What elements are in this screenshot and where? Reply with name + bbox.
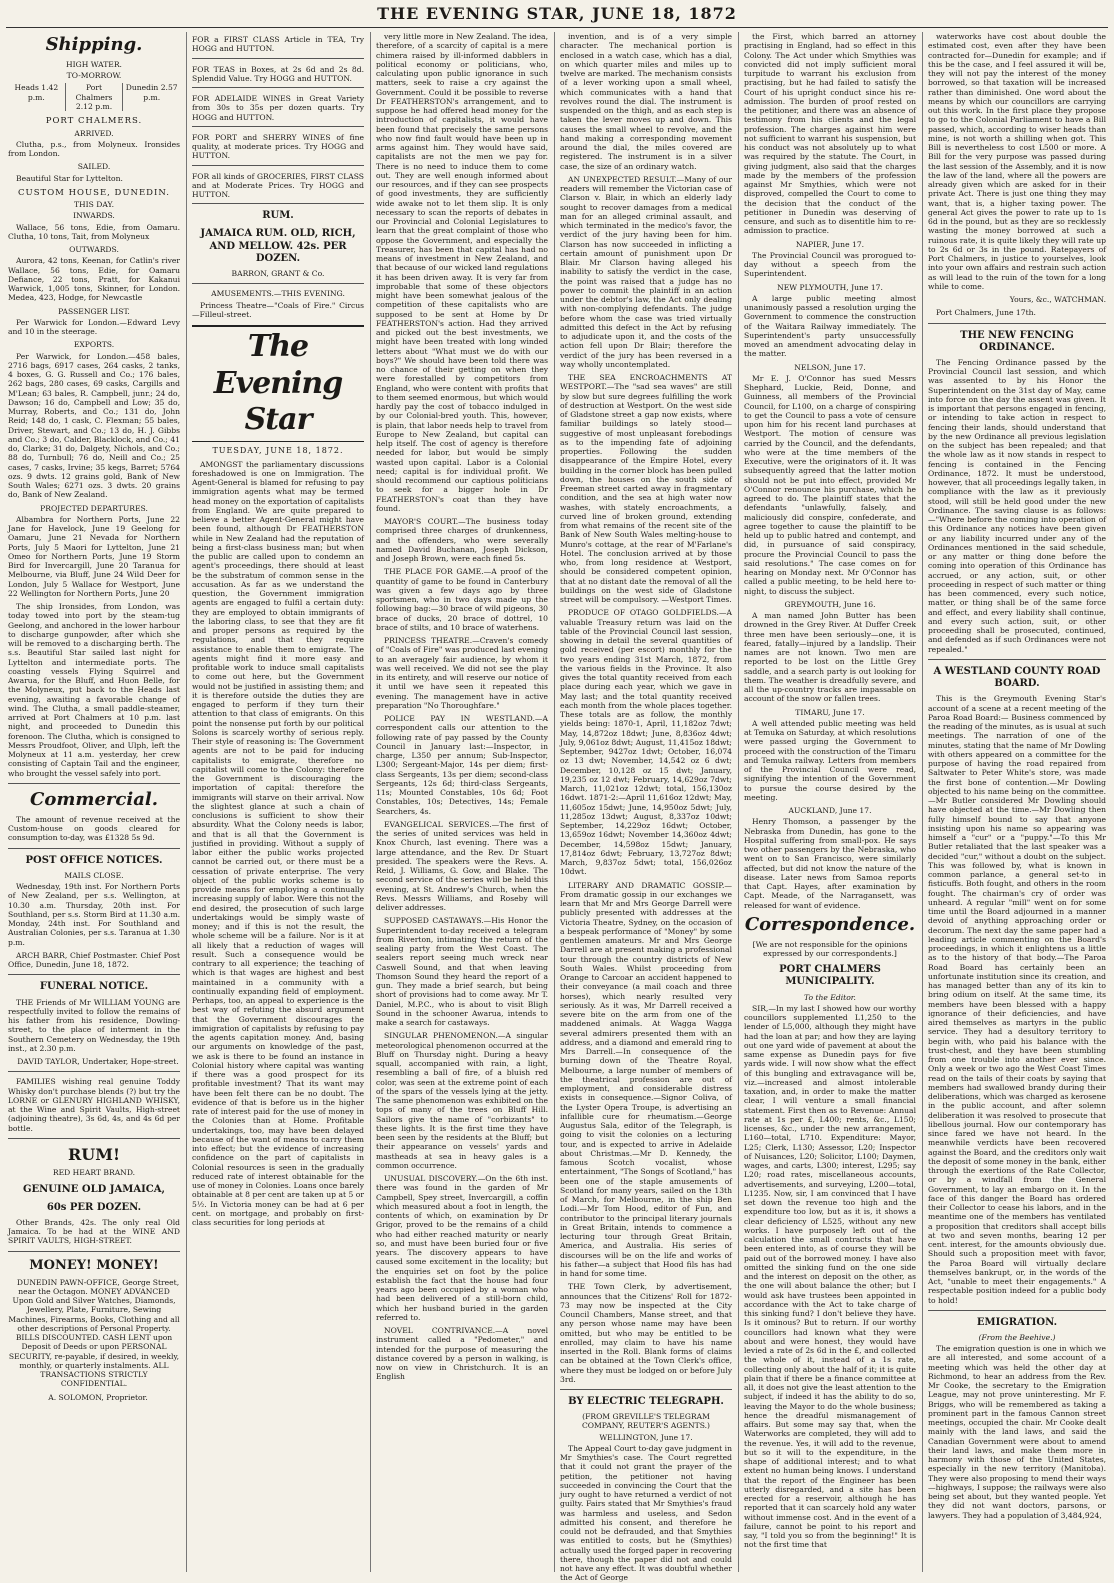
rum-text: Other Brands, 42s. The only real Old Jamaica. To be had at the WINE AND SPIRIT VAULTS, HIGH-STREET.	[8, 1217, 180, 1246]
column-rule	[186, 32, 187, 1572]
rum-brand: RED HEART BRAND.	[52, 1168, 136, 1178]
westland-road-board-text: This is the Greymouth Evening Star's account of a scene at a recent meeting of the Paroa Road Board:— Business commenced by the reading of the minutes, as is usual at such meetings. The narration of one of the minutes, stating that the name of Mr Dowling with others appeared on a committee for the purpose of having the road repaired from Saltwater to Peter White's store, was made the first bone of contention.—Mr Dowling objected to his name being on the committee.—Mr Butler considered Mr Dowling should have objected at the time.—Mr Dowling then fully himself bound to say that anyone insisting upon his name so appearing was himself a "cur" or a "puppy."—To this Mr Butler retaliated that the last speaker was a decided "cur," without a doubt on the subject. This was followed by, what is known in common parlance, a general set-to in fisticuffs. Both fought, and others in the room fought. The chairman's cry of order was unheard. A regular "mill" went on for some time until the Board adjourned in a manner devoid of anything approaching order or decorum. The next day the same paper had a leading article commenting on the Board's proceedings, in which it enlightens us a little as to the history of that body.—The Paroa Road Board has certainly been an unfortunate institution since its creation, and has managed better than any of its kin to bring odium on itself. At the same time, its members have been blessed with a happy ignorance of their deficiencies, and have aired themselves as martyrs in the public service. They had a desultory territory to begin with, who paid his balance with the trust-chest, and they have been stumbling from one trouble into another ever since. Only a week or two ago the West Coast Times read on the tails of their coats by saying that members had swallowed brandy during their deliberations, which was charged as kerosene in the public account, and after solemn deliberation it was resolved to prosecute that libellous journal. How our contemporary has since fared we have not heard. In the meanwhile verdicts have been recovered against the Board, and the creditors only wait the deposit of some money in the bank, either through the exertions of the Rate Collector, or by a windfall from the General Government, to lay an embargo on it. In the face of this danger the Board has ordered their Collector to cease his labors, and in the meantime one of the members has ventilated a proposition that creditors shall accept bills at two and seven months, bearing 12 per cent. interest, for the amounts obviously due. Should such a proposition meet with favor, the Paroa Board will virtually declare themselves bankrupt, or, in the words of the Act, "unable to meet their engagements." A respectable position indeed for a public body to hold!	[928, 694, 1106, 1305]
tide-dunedin: Dunedin 2.57 p.m.	[125, 83, 178, 102]
port-chalmers-heading: PORT CHALMERS.	[45, 116, 143, 127]
inwards-text: Wallace, 56 tons, Edie, from Oamaru. Clutha, 10 tons, Tait, from Molyneux	[8, 222, 180, 241]
divider	[8, 783, 180, 784]
post-office-text: Wednesday, 19th inst. For Northern Ports of New Zealand, per s.s. Wellington, at 10.30 a.m. Thursday, 20th inst. For Southland, per s.s. Storm Bird at 11.30 a.m. Monday, 24th inst. For Southland and Australian Colonies, per s.s. Taranua at 1.30 p.m.	[8, 882, 180, 947]
emigration-text: The emigration question is one in which we are all interested, and some account of a meeting which was held the other day at Richmond, to hear an address from the Rev. Mr Cooke, the secretary to the Emigration League, may not prove uninteresting. Mr F. Briggs, who will be remembered as taking a prominent part in the famous Cannon street meetings, occupied the chair. Mr Cooke dealt mainly with the land laws, and said the Canadian Government were about to amend their land laws, and make them more in harmony with those of the United States, especially in the new territory (Manitoba). They were also proposing to mend their ways —highways, I suppose; the railways were also being set about, but they wanted people. Yet they did not want doctors, parsons, or lawyers. They had a population of 3,484,924,	[928, 1344, 1106, 1520]
commercial-text: The amount of revenue received at the Custom-house on goods cleared for consumption to-day, was £1328 5s 9d.	[8, 814, 180, 843]
divider	[560, 1389, 732, 1390]
mails-close-label: MAILS CLOSE.	[64, 870, 124, 880]
princess-theatre-item: PRINCESS THEATRE.—Craven's comedy of "Coals of Fire" was produced last evening to an averagely fair audience, by whom it was well received. We did not see the play in its entirety, and will reserve our notice of it until we have seen it repeated this evening. The management have in active preparation "No Thoroughfare."	[376, 636, 548, 710]
column-2	[192, 32, 364, 1572]
column-rule	[370, 32, 371, 1572]
shipping-heading: Shipping.	[45, 34, 143, 55]
sailed-label: SAILED.	[77, 162, 111, 172]
novel-contrivance-item: NOVEL CONTRIVANCE.—A novel instrument called a "Pedometer," and intended for the purpose of measuring the distance covered by a person in walking, is now on view in Christchurch. It is an English	[376, 1326, 548, 1382]
correspondence-disclaimer: [We are not responsible for the opinions expressed by our correspondents.]	[752, 939, 908, 958]
jamaica-rum-signature: BARRON, GRANT & Co.	[231, 269, 325, 278]
divider	[192, 283, 364, 284]
masthead: THE EVENING STAR, JUNE 18, 1872	[377, 4, 737, 23]
divider	[928, 1310, 1106, 1311]
funeral-notice-heading: FUNERAL NOTICE.	[39, 981, 149, 993]
supposed-castaways-item: SUPPOSED CASTAWAYS.—His Honor the Superintendent to-day received a telegram from Riverton, intimating the return of the sealing party from the West Coast. The sealers report seeing much wreck near Caswell Sound, and that when leaving Thomson Sound they heard the report of a gun. They made a brief search, but being short of provisions had to come away. Mr T. Daniel, M.P.C., who is about to visit Bligh Sound in the schooner Awarua, intends to make a search for castaways.	[376, 916, 548, 1027]
literary-gossip-item: LITERARY AND DRAMATIC GOSSIP.—From dramatic gossip in our exchanges we learn that Mr and Mrs George Darrell were publicly presented with addresses at the Victoria Theatre, Sydney, on the occasion of a bespeak performance of "Money" by some gentlemen amateurs. Mr and Mrs George Darrell are at present making a professional tour through the country districts of New South Wales. Whilst proceeding from Orange to Carcoar an accident happened to their conveyance (a mail coach and three horses), which nearly resulted very seriously. As it was, Mr Darrell received a severe bite on the arm from one of the maddened animals. At Wagga Wagga several admirers presented them with an address, and a diamond and emerald ring to Mrs Darrell.—In consequence of the burning down of the Theatre Royal, Melbourne, a large number of members of the theatrical profession are out of employment, and considerable distress exists in consequence.—Signor Coliva, of the Lyster Opera Troupe, is advertising an infallible cure for rheumatism.—George Augustus Sala, editor of the Telegraph, is going to visit the colonies on a lecturing tour, and is expected to arrive in Adelaide about Christmas.—Mr D. Kennedy, the famous Scotch vocalist, whose entertainment, "The Songs of Scotland," has been one of the staple amusements of Scotland for many years, sailed on the 13th of March, for Melbourne, in the ship Ben Lodi.—Mr Tom Hood, editor of Fun, and contributor to the principal literary journals in Great Britain, intends to commence a lecturing tour through Great Britain, America, and Australia. His series of discourses will be on the life and works of his father—a subject that Hood fils has had in hand for some time.	[560, 880, 732, 1278]
column-rule	[922, 32, 923, 1572]
smythies-continued: the First, which barred an attorney practising in England, had so effect in this Colony. The Act under which Smythies was convicted did not imply sufficient moral turpitude to warrant his exclusion from practising, but he had failed to satisfy the Court of his upright conduct since his re-admission. The burden of proof rested on the petitioner, and there was an absence of testimony from his clients and the legal profession. The charges against him were not sufficient to warrant his suspension, but his conduct was not absolutely up to what was required by the statute. The Court, in giving judgment, also said that the charges made by the members of the profession against Mr Smythies, which were not disproved, compelled the Court to come to the decision that the conduct of the petitioner in Dunedin was deserving of censure, and such as to disentitle him to re-admission to practice.	[744, 32, 916, 236]
wellington-text: The Appeal Court to-day gave judgment in Mr Smythies's case. The Court regretted that it could not grant the prayer of the petition, the petitioner not having succeeded in convincing the Court that the jury ought to have returned a verdict of not guilty. Fairs stated that Mr Smythies's fraud was harmless and useless, and Sedon admitted his consent, and therefore he could not be defrauded, and that Smythies was entitled to costs, but he (Smythies) actually used the forged paper in recovering there, though the paper did not and could not have any effect. It was doubtful whether the Act of George	[560, 1443, 732, 1583]
rum-price: 60s PER DOZEN.	[46, 1201, 142, 1213]
rum-heading: RUM!	[68, 1144, 120, 1164]
outwards-label: OUTWARDS.	[69, 245, 119, 255]
issue-dateline: TUESDAY, JUNE 18, 1872.	[212, 445, 344, 455]
money-signature: A. SOLOMON, Proprietor.	[48, 1392, 148, 1402]
nelson-text: Mr E. J. O'Connor has sued Messrs Shephard, Luckie, Reid, Donne, and Guinness, all members of the Provincial Council, for L100, on a charge of conspiring to get the Council to pass a vote of censure upon him for his recent land purchases at Westport. The motion of censure was carried by the Council, and the defendants, who were at the time members of the Executive, were the originators of it. It was subsequently agreed that the latter motion should not be put into effect, provided Mr O'Connor renounce his purchase, which he agreed to do. The plaintiff states that the defendants "unlawfully, falsely, and maliciously did conspire, confederate, and agree together to cause the plaintiff to be held up to public hatred and contempt, and did, in pursuance of said conspiracy, procure the Provincial Council to pass the said resolutions." The case comes on for hearing on Monday next. Mr O'Connor has called a public meeting, to be held here to-night, to discuss the subject.	[744, 373, 916, 596]
telegraph-subheading: (FROM GREVILLE'S TELEGRAM COMPANY, REUTER'S AGENTS.)	[581, 1412, 710, 1431]
custom-house-heading: CUSTOM HOUSE, DUNEDIN.	[18, 187, 170, 198]
divider	[8, 1071, 180, 1072]
wellington-dateline: WELLINGTON, June 17.	[599, 1432, 693, 1442]
this-day-label: THIS DAY.	[73, 200, 114, 210]
divider	[8, 848, 180, 849]
tide-table	[8, 83, 180, 111]
post-office-signature: ARCH BARR, Chief Postmaster. Chief Post Office, Dunedin, June 18, 1872.	[8, 950, 180, 970]
napier-dateline: NAPIER, June 17.	[795, 239, 865, 249]
inwards-label: INWARDS.	[73, 211, 115, 221]
unusual-discovery-item: UNUSUAL DISCOVERY.—On the 6th inst. there was found in the garden of Mr Campbell, Spey street, Invercargill, a coffin which measured about a foot in length, the contents of which, on examination by Dr Grigor, proved to be the remains of a child who had either reached maturity or nearly so, and must have been buried four or five years. The discovery appears to have caused some excitement in the locality; but the enquiries set on foot by the police establish the fact that the house had four years ago been occupied by a woman who had been delivered of a still-born child, which her husband buried in the garden referred to.	[376, 1174, 548, 1322]
divider	[928, 659, 1106, 660]
money-text: DUNEDIN PAWN-OFFICE, George Street, near the Octagon. MONEY ADVANCED Upon Gold and Silver Watches, Diamonds, Jewellery, Plate, Furniture, Sewing Machines, Firearms, Books, Clothing and all other descriptions of Personal Property. BILLS DISCOUNTED. CASH LENT upon Deposit of Deeds or upon PERSONAL SECURITY, re-payable, if desired, in weekly, monthly, or quarterly instalments. ALL TRANSACTIONS STRICTLY CONFIDENTIAL.	[8, 1277, 180, 1389]
watchman-date: Port Chalmers, June 17th.	[936, 308, 1036, 318]
police-pay-item: POLICE PAY IN WESTLAND.—A correspondent calls our attention to the following rate of pay passed by the County Council in January last:—Inspector, in charge, L350 per annum; Sub-Inspector, L300; Sergeant-Major, 14s per diem; first-class Sergeants, 13s per diem; second-class Sergeants, 12s 6d; third-class Sergeants, 11s; Mounted Constables, 10s 6d; Foot Constables, 10s; Detectives, 14s; Female Searchers, 4s.	[376, 714, 548, 816]
letter-continued: waterworks have cost about double the estimated cost, even after they have been contracted for—Dunedin for example; and if this be the case, and I feel assured it will be, they will not pay the interest of the money borrowed, so that taxation will be increased rather than diminished. One word about the means by which our councillors are carrying out this work. In the first place they propose to go to the Colonial Parliament to have a Bill passed, which, according to wiser heads than mine, is not worth a shilling when got. This Bill is nevertheless to cost L500 or more. A Bill for the very purpose was passed during the last session of the Assembly, and it is now the law of the land, where all the powers are already given which are asked for in their private Act. There is just one thing they may want, that is, a higher taxing power. The general Act gives the power to rate up to 1s 6d in the pound, but as they are so recklessly wasting the money borrowed at such a ruinous rate, it is quite likely they will rate up to 2s 6d or 3s in the pound. Ratepayers of Port Chalmers, in justice to yourselves, look into your own affairs and restrain such action as will lead to the ruin of the town for a long while to come.	[928, 32, 1106, 291]
nelson-dateline: NELSON, June 17.	[794, 362, 866, 372]
arrived-label: ARRIVED.	[74, 128, 114, 138]
funeral-notice-text: THE Friends of Mr WILLIAM YOUNG are respectfully invited to follow the remains of his father from his residence, Dowling-street, to the place of interment in the Southern Cemetery on Wednesday, the 19th inst., at 2.30 p.m.	[8, 997, 180, 1053]
port-chalmers-municipality-heading: PORT CHALMERS MUNICIPALITY.	[779, 964, 881, 988]
auckland-dateline: AUCKLAND, June 17.	[788, 806, 872, 815]
greymouth-dateline: GREYMOUTH, June 16.	[784, 599, 876, 609]
sailed-text: Beautiful Star for Lyttelton.	[16, 173, 123, 183]
westland-road-board-heading: A WESTLAND COUNTY ROAD BOARD.	[933, 665, 1101, 690]
fencing-ordinance-heading: THE NEW FENCING ORDINANCE.	[960, 329, 1074, 353]
projected-departures-text: Albambra for Northern Ports, June 22 Jane for Havelock, June 19 Geelong for Oamaru, June 21 Nevada for Northern Ports, July 5 Maori for Lyttelton, June 21 Omeo for Northern Ports, June 19 Storm Bird for Invercargill, June 20 Taranua for Melbourne, via Bluff, June 24 Wild Deer for London, July 5 Wallace for Westport, June 22 Wellington for Northern Ports, June 20	[8, 514, 180, 598]
advert-groceries: FOR all kinds of GROCERIES, FIRST CLASS and at Moderate Prices. Try HOGG and HUTTON.	[192, 169, 364, 205]
emigration-source: (From the Beehive.)	[978, 1332, 1056, 1342]
pedometer-continued: invention, and is of a very simple character. The mechanical portion is enclosed in a watch case, which has a dial, on which quarter miles and miles up to twelve are marked. The mechanism consists of a lever working upon a small wheel, which communicates with a hand that revolves round the dial. The instrument is suspended on the thigh, and as each step is taken the lever moves up and down. This causes the small wheel to revolve, and the hand making a corresponding movement around the dial, the miles covered are registered. The instrument is in a silver case, the size of an ordinary watch.	[560, 32, 732, 171]
fencing-ordinance-text: The Fencing Ordinance passed by the Provincial Council last session, and which was assented to by his Honor the Superintendent on the 31st day of May, came into force on the day the assent was given. It is important that persons engaged in fencing, or intending to take action in respect to fencing their lands, should understand that by the new Ordinance all previous legislation on the subject has been repealed; and that the whole law as it now stands in respect to fencing is contained in the Fencing Ordinance, 1872. It must be understood, however, that all proceedings legally taken, in compliance with the law as it previously stood, will still be held good under the new Ordinance. The saving clause is as follows: —"Where before the coming into operation of this Ordinance any notices have been given or any liability incurred under any of the Ordinances mentioned in the said schedule, or any matter or thing done before the coming into operation of this Ordinance has accrued, or any action, suit, or other proceeding in respect of such matter or thing has been commenced, every such notice, matter, or thing shall be of the same force and effect, and every liability shall continue, and every such action, suit, or other proceeding shall be prosecuted, continued, and defended as if such Ordinances were not repealed."	[928, 357, 1106, 654]
passenger-list-text: Per Warwick for London.—Edward Levy and 10 in the steerage.	[8, 317, 180, 337]
unexpected-result-item: AN UNEXPECTED RESULT.—Many of our readers will remember the Victorian case of Clarson v. Blair, in which an elderly lady sought to recover damages from a medical man for an alleged criminal assault, and which terminated in the medico's favor, the verdict of the jury having been for him. Clarson has now succeeded in inflicting a certain amount of punishment upon Dr Blair. Mr Clarson having alleged his inability to satisfy the verdict in the case, the point was raised that a judge has no power to commit the plaintiff in an action under the debtor's law, the Act only dealing with non-complying defendants. The judge before whom the case was tried virtually admitted this defect in the Act by refusing to adjudicate upon it, and the costs of the action fell upon Dr Blair; therefore the verdict of the jury has been reversed in a way wholly uncontemplated.	[560, 174, 732, 369]
divider	[8, 1251, 180, 1252]
advert-adelaide-wines: FOR ADELAIDE WINES in Great Variety from 30s to 35s per dozen quarts. Try HOGG and HUTTON.	[192, 91, 364, 127]
rum-genuine: GENUINE OLD JAMAICA,	[22, 1183, 166, 1195]
column-5	[744, 32, 916, 1572]
advert-teas-boxes: FOR TEAS in Boxes, at 2s 6d and 2s 8d. Splendid Value. Try HOGG and HUTTON.	[192, 62, 364, 89]
column-6	[928, 32, 1106, 1572]
commercial-heading: Commercial.	[30, 788, 158, 810]
divider	[8, 1138, 180, 1139]
emigration-heading: EMIGRATION.	[976, 1316, 1058, 1328]
shipping-news-text: The ship Ironsides, from London, was today towed into port by the steam-tug Geelong, and anchored in the lower harbour to discharge gunpowder, after which she will be removed to a discharging berth. The s.s. Beautiful Star sailed last night for Lyttelton and intermediate ports. The coasting vessels Flying Squirrel and Awarua, for the Bluff, and Huon Belle, for the Molyneux, put back to the Heads last evening, awaiting a favorable change of wind. The Clutha, a small paddle-steamer, arrived at Port Chalmers at 10 p.m. last night, and proceeded to Dunedin this forenoon. The Clutha, which is consigned to Messrs Proudfoot, Oliver, and Ulph, left the Molyneux at 11 a.m. yesterday, her crew consisting of Captain Tail and the engineer, who brought the vessel safely into port.	[8, 602, 180, 778]
top-rule	[6, 27, 1108, 28]
newspaper-nameplate: The Evening Star	[192, 325, 364, 442]
place-for-game-item: THE PLACE FOR GAME.—A proof of the quantity of game to be found in Canterbury was given a few days ago by three sportsmen, who in two days made up the following bag:—30 brace of wild pigeons, 30 brace of ducks, 20 brace of dottrel, 10 brace of stilts, and 10 brace of waterhens.	[376, 567, 548, 632]
jamaica-rum-text: JAMAICA RUM. OLD, RICH, AND MELLOW. 42s. PER DOZEN.	[200, 228, 356, 264]
town-clerk-item: THE Town Clerk, by advertisement, announces that the Citizens' Roll for 1872-73 may now be inspected at the City Council Chambers, Manse street, and that any person whose name may have been omitted, but who may be entitled to be enrolled, may claim to have his name inserted in the Roll. Blank forms of claims can be obtained at the Town Clerk's office, where they must be lodged on or before July 3rd.	[560, 1282, 732, 1384]
timaru-dateline: TIMARU, June 17.	[795, 707, 865, 717]
evangelical-services-item: EVANGELICAL SERVICES.—The first of the series of united services was held in Knox Church, last evening. There was a large attendance, and the Rev. Dr Stuart presided. The speakers were the Revs. A. Reid, J. Williams, G. Gow, and Blake. The second service of the series will be held this evening, at St. Andrew's Church, when the Revs. Messrs Williams, and Roseby will deliver addresses.	[376, 819, 548, 912]
port-chalmers-letter: SIR,—In my last I showed how our worthy councillors supplemented L1,250 to the lender of L5,000, although they might have had the loan at par; and how they are laying out one yard wide of pavement at about the same expense as Dunedin pays for five yards wide. I will now show what the effect of this bungling and extravagance will be, viz.—increased and almost intolerable taxation, and, in order to make the matter clear, I will venture a small financial statement. First then as to Revenue: Annual rate at 1s per £, L400; rents, &c., L150; licenses, &c., under the new arrangement, L160—total, L710. Expenditure: Mayor, L25; Clerk, L130; Assessor, L20; Inspector of Nuisances, L20; Solicitor, L100; Daymen, wages, and carts, L300; interest, L295; say L20; road rates, miscellaneous accounts, advertisements, and surveying, L200—total, L1235. Now, sir, I am convinced that I have set down the revenue too high and the expenditure too low, but as it is, it shows a clear deficiency of L525, without any new works. I have purposely left out of the calculation the small contracts that have been entered into, as of course they will be paid out of the borrowed money. I have also omitted the sinking fund on the one side and the interest on deposit on the other, as the one will about balance the other; but I would ask have trustees been appointed in accordance with the Act to take charge of this sinking fund? I don't believe they have. Is it ominous? But to return. If our worthy councillors had known what they were about and were honest, they would have levied a rate of 2s 6d in the £, and collected the whole of it, instead of a 1s rate, collecting only about the half of it; it is quite plain that if there be a finance committee at all, it does not give the least attention to the subject, if indeed it has the ability to do so, leaving the Mayor to do the whole business; hence the dreadful mismanagement of affairs. But some may say that, when the Waterworks are completed, they will add to the revenue. Yes, it will add to the revenue, but so it will to the expenditure, in the shape of additional interest; and to what extent no human being knows. I understand that the report of the Engineer has been utterly disregarded, and a site has been erected for a reservoir, although he has reported that it can scarcely hold any water without immense cost. And in the event of a failure, cannot be point to his report and say, "I told you so from the beginning!" It is not the first time that	[744, 1003, 916, 1550]
telegraph-heading: BY ELECTRIC TELEGRAPH.	[568, 1396, 724, 1407]
projected-departures-label: PROJECTED DEPARTURES.	[40, 503, 148, 513]
leader-continued: very little more in New Zealand. The idea, therefore, of a scarcity of capital is a mere chimera raised by ill-informed dabblers in political economy or politicians, who, calculating upon public ignorance in such matters, seek to raise a cry against the Government. Could it be possible to reverse Dr FEATHERSTON's arrangement, and to suppose he had offered head money for the introduction of capitalists, it would have been found that precisely the same persons who now find fault would have been up in arms against him. They would have said, capitalists are not the men we pay for. There is no need to induce them to come out. They are well enough informed about our resources, and if they can see prospects of good investments, they are sufficiently wide awake not to let them slip. It is only necessary to scan the reports of debates in our Provincial and Colonial Legislatures to learn that the great complaint of those who oppose the Government, and especially the Treasurer, has been that capital has had no means of investment in New Zealand, and that because of our wicked land regulations it has been driven away. It is very far from improbable that some of these objectors might have been somewhat jealous of the competition of these capitalists who are supposed to be sent at Home by Dr FEATHERSTON's action. Had they arrived and picked out the best investments, we might have been treated with long winded letters about "What must we do with our boys?" We should have been told there was no chance of their getting on when they were forestalled by competitors from England, who were content with profits that to them seemed enormous, but which would hardly pay the cost of tobacco indulged in by our Colonial-bred youth. This, however, is plain, that labor needs help to travel from Europe to New Zealand, but capital can help itself. The cost of agency is therefore needed for labor, but would be simply wasted upon capital. Labor is a Colonial need; capital is for individual profit. We should recommend our captious politicians to seek for a bigger hole in Dr FEATHERSTON's coat than they have found.	[376, 32, 548, 513]
whisky-advert: FAMILIES wishing real genuine Toddy Whisky don't purchase blends (?) but try the LORNE or GLENURY HIGHLAND WHISKY, at the Wine and Spirit Vaults, High-street (adjoining theatre), 3s 6d, 4s, and 4s 6d per bottle.	[8, 1077, 180, 1133]
rum-advert-heading: RUM.	[262, 210, 294, 222]
arrived-text: Clutha, p.s., from Molyneux. Ironsides from London.	[8, 139, 180, 159]
greymouth-text: A man named John Butter has been drowned in the Grey River. At Duffer Creek three men have been seriously—one, it is feared, fatally—injured by a landslip. Their names are not known. Two men are reported to be lost on the Little Grey saddle, and a search party is out looking for them. The weather is dreadfully severe, and all the up-country tracks are impassable on account of the snow or fallen trees.	[744, 611, 916, 704]
new-plymouth-text: A large public meeting almost unanimously passed a resolution urging the Government to commence the construction of the Waitara Railway immediately. The Superintendent's party unsuccessfully moved an amendment advocating delay in the matter.	[744, 293, 916, 359]
amusements-heading: AMUSEMENTS.—THIS EVENING.	[211, 289, 345, 299]
column-1	[8, 32, 180, 1572]
funeral-notice-signature: DAVID TAYLOR, Undertaker, Hope-street.	[17, 1057, 179, 1066]
sea-encroachments-item: THE SEA ENCROACHMENTS AT WESTPORT.—The "sad sea waves" are still by slow but sure degrees fulfilling the work of destruction at Westport. On the west side of Gladstone street a gap now exists, where familiar buildings so lately stood—suggestive of most unpleasant forebodings as to the impending fate of adjoining properties. Following the sudden disappearance of the Empire Hotel, every building in the corner block has been pulled down, the houses on the south side of Freeman street carted away in fragmentary condition, and the sea at high water now washes, with stately encroachments, a curved line of broken ground, extending from what remains of the recent site of the Bank of New South Wales melting-house to Munro's cottage, at the rear of M'Farlane's Hotel. The conclusion arrived at by those who, from long residence at Westport, should be considered competent opinion, that at no distant date the removal of all the buildings on the west side of Gladstone street will be compulsory. —Westport Times.	[560, 373, 732, 604]
post-office-heading: POST OFFICE NOTICES.	[25, 854, 163, 866]
amusements-text: Princess Theatre—"Coals of Fire." Circus—Filleul-street.	[192, 300, 364, 319]
new-plymouth-dateline: NEW PLYMOUTH, June 17.	[777, 282, 883, 292]
singular-phenomenon-item: SINGULAR PHENOMENON.—A singular meteorological phenomenon occurred at the Bluff on Thursday night. During a heavy squall, accompanied with rain, a light, resembling a ball of fire, of a bluish red color, was seen at the extreme point of each of the spars of the vessels lying at the jetty. The same phenomenon was exhibited on the tops of many of the trees on Bluff Hill. Sailors give the name of "corbizants" to these lights. It is the first time they have been seen by the residents at the Bluff; but their appearance on vessels' yards and mastheads at sea in heavy gales is a common occurrence.	[376, 1031, 548, 1170]
to-the-editor: To the Editor.	[804, 992, 856, 1002]
tomorrow-label: TO-MORROW.	[66, 71, 122, 81]
auckland-text: Henry Thomson, a passenger by the Nebraska from Dunedin, has gone to the Hospital suffering from small-pox. He says two other passengers by the Nebraska, who went on to San Francisco, were similarly affected, but did not know the nature of the disease. Later news from Samoa reports that Capt. Hayes, after examination by Capt. Meade, of the Narragansett, was released for want of evidence.	[744, 817, 916, 910]
tide-port-chalmers: Port Chalmers 2.12 p.m.	[66, 83, 124, 111]
watchman-signature: Yours, &c., WATCHMAN.	[1009, 295, 1106, 304]
correspondence-heading: Correspondence.	[744, 913, 916, 935]
timaru-text: A well attended public meeting was held at Temuka on Saturday, at which resolutions were passed urging the Government to proceed with the construction of the Timaru and Temuka railway. Letters from members of the Provincial Council were read, signifying the intention of the Government to pursue the course desired by the meeting.	[744, 718, 916, 802]
mayors-court-item: MAYOR'S COURT.—The business today comprised three charges of drunkenness, and the offenders, who were severally named David Buchanan, Joseph Dickson, and Joseph Brown, were each fined 5s.	[376, 517, 548, 563]
column-4	[560, 32, 732, 1583]
money-heading: MONEY! MONEY!	[29, 1257, 159, 1273]
column-3	[376, 32, 548, 1572]
column-rule	[554, 32, 555, 1572]
column-rule	[738, 32, 739, 1572]
exports-text: Per Warwick, for London.—458 bales, 2716 bags, 6917 cases, 264 casks, 2 tanks, 4 boxes, G. G. Russell and Co.; 176 bales, 262 bags, 280 cases, 69 casks, Cargills and M'Lean; 63 bales, R. Campbell, junr.; 24 do, Dawson; 16 do, Campbell and Low; 35 do, Murray, Roberts, and Co.; 131 do, John Reid; 148 do, 1 cask, C. Flexman; 55 bales, Driver, Stewart, and Co.; 13 do, H. J. Gibbs and Co.; 3 do, Calder, Blacklock, and Co.; 41 do, Clarke; 31 do, Dalgety, Nichols, and Co.; 88 do, Turnbull; 76 do, Neill and Co.; 25 cases, 7 casks, Irvine; 35 kegs, Barret; 5764 ozs. 9 dwts. 12 grains gold, Bank of New South Wales; 6271 ozs. 3 dwts. 20 grains do, Bank of New Zealand.	[8, 351, 180, 500]
outwards-text: Aurora, 42 tons, Keenan, for Catlin's river Wallace, 56 tons, Edie, for Oamaru Defiance, 22 tons, Pratt, for Kakanui Warwick, 1,005 tons, Skinner, for London. Medea, 423, Hodge, for Newcastle	[8, 256, 180, 303]
advert-tea: FOR a FIRST CLASS Article in TEA, Try HOGG and HUTTON.	[192, 32, 364, 59]
advert-port-sherry: FOR PORT and SHERRY WINES of fine quality, at moderate prices. Try HOGG and HUTTON.	[192, 130, 364, 166]
divider	[928, 323, 1106, 324]
goldfields-produce-item: PRODUCE OF OTAGO GOLDFIELDS.—A valuable Treasury return was laid on the table of the Provincial Council last session, showing in detail the several quantities of gold received (per escort) monthly for the two years ending 31st March, 1872, from the various fields in the Province. It also gives the total quantity received from each place during each year, which we gave in May last; and the total quantity received each month from the whole places together. These totals are as follow, the monthly yields being: 1870-1, April, 11,182oz 7dwt; May, 14,872oz 18dwt; June, 8,836oz 4dwt; July, 9,061oz 8dwt; August, 11,415oz 18dwt; September, 9427oz 1dwt; October, 16,074 oz 13 dwt; November, 14,542 oz 6 dwt; December, 10,128 oz 15 dwt; January, 19,235 oz 12 dwt; February, 14,629oz 7dwt; March, 11,021oz 12dwt; total, 156,130oz 16dwt. 1871-2:—April 11,616oz 12dwt; May, 11,605oz 15dwt; June, 14,950oz 5dwt; July, 11,285oz 13dwt; August, 8,337oz 10dwt; September, 14,229oz 16dwt; October, 13,659oz 16dwt; November 14,360oz 4dwt; December, 14,598oz 15dwt; January, 17,814oz 6dwt; February, 13,727oz 8dwt; March, 9,837oz 5dwt; total, 156,026oz 10dwt.	[560, 608, 732, 877]
high-water-heading: HIGH WATER.	[66, 59, 122, 69]
leading-article: AMONGST the parliamentary discussions foreshadowed is one on Immigration. The Agent-General is blamed for refusing to pay immigration agents what may be termed head money on the exportation of capitalists from England. We are quite prepared to believe a better Agent-General might have been found, although Dr FEATHERSTON while in New Zealand had the reputation of being a first-class business man; but when the public are called upon to condemn an agent's proceedings, there should at least be the substratum of common sense in the accusation. As far as we understand the question, the Government immigration agents are engaged to fulfil a certain duty: they are employed to obtain immigrants of the laboring class, to see that they are fit and proper persons as required by the regulations, and that they require assistance to enable them to emigrate. The agents might find it more easy and profitable work to induce small capitalists to come out here, but the Government would not be justified in assisting them; and it is therefore outside the duties they are engaged to perform if they turn their attention to that class of emigrants. On this point the nonsense put forth by our political Solons is scarcely worthy of serious reply. Their style of reasoning is: The Government agents are not to be paid for inducing capitalists to emigrate, therefore no capitalist will come to the Colony: therefore the Government is discouraging the importation of capital: therefore the immigrants will starve on their arrival. Now the slightest glance at such a chain of conclusions is sufficient to show their absurdity. What the Colony needs is labor, and that is all that the Government is justified in providing. Without a supply of labor either the public works projected cannot be carried out, or there must be a cessation of private enterprise. The very object of the public works scheme is to provide means for employing a continually increasing supply of labor. Were this not the end desired, the prosecution of such large undertakings would be simply waste of money; and if this is not the result, the whole scheme will be a failure. Nor is it at all likely that a reduction of wages will result. Such a consequence would be contrary to all experience; the teaching of which is that wages are highest and best maintained in a community with a continually expanding field of employment. Perhaps, too, an appeal to experience is the best way of refuting the absurd argument that the Government discourages the immigration of capitalists by refusing to pay the agents capitation money. And, basing our arguments on knowledge of the past, we ask is there to be found an instance in Colonial history where capital was wanting if there was a good prospect for its profitable investment? That its want may have been felt there can be no doubt. The evidence of that is before us in the higher rate of interest paid for the use of money in the Colonies than at Home. Profitable undertakings, too, may have been delayed because of the want of means to carry them into effect; but the evidence of increasing confidence on the part of capitalists in Colonial resources is seen in the gradually reduced rate of interest obtainable for the use of money in Colonies. Loans once barely obtainable at 8 per cent are taken up at 5 or 5½. In Victoria money can be had at 6 per cent. on mortgage, and probably on first-class securities for long periods at	[192, 459, 364, 1228]
passenger-list-label: PASSENGER LIST.	[58, 306, 130, 316]
napier-text: The Provincial Council was prorogued to-day without a speech from the Superintendent.	[744, 250, 916, 279]
divider	[8, 974, 180, 975]
exports-label: EXPORTS.	[73, 340, 115, 350]
tide-heads: Heads 1.42 p.m.	[8, 83, 66, 111]
